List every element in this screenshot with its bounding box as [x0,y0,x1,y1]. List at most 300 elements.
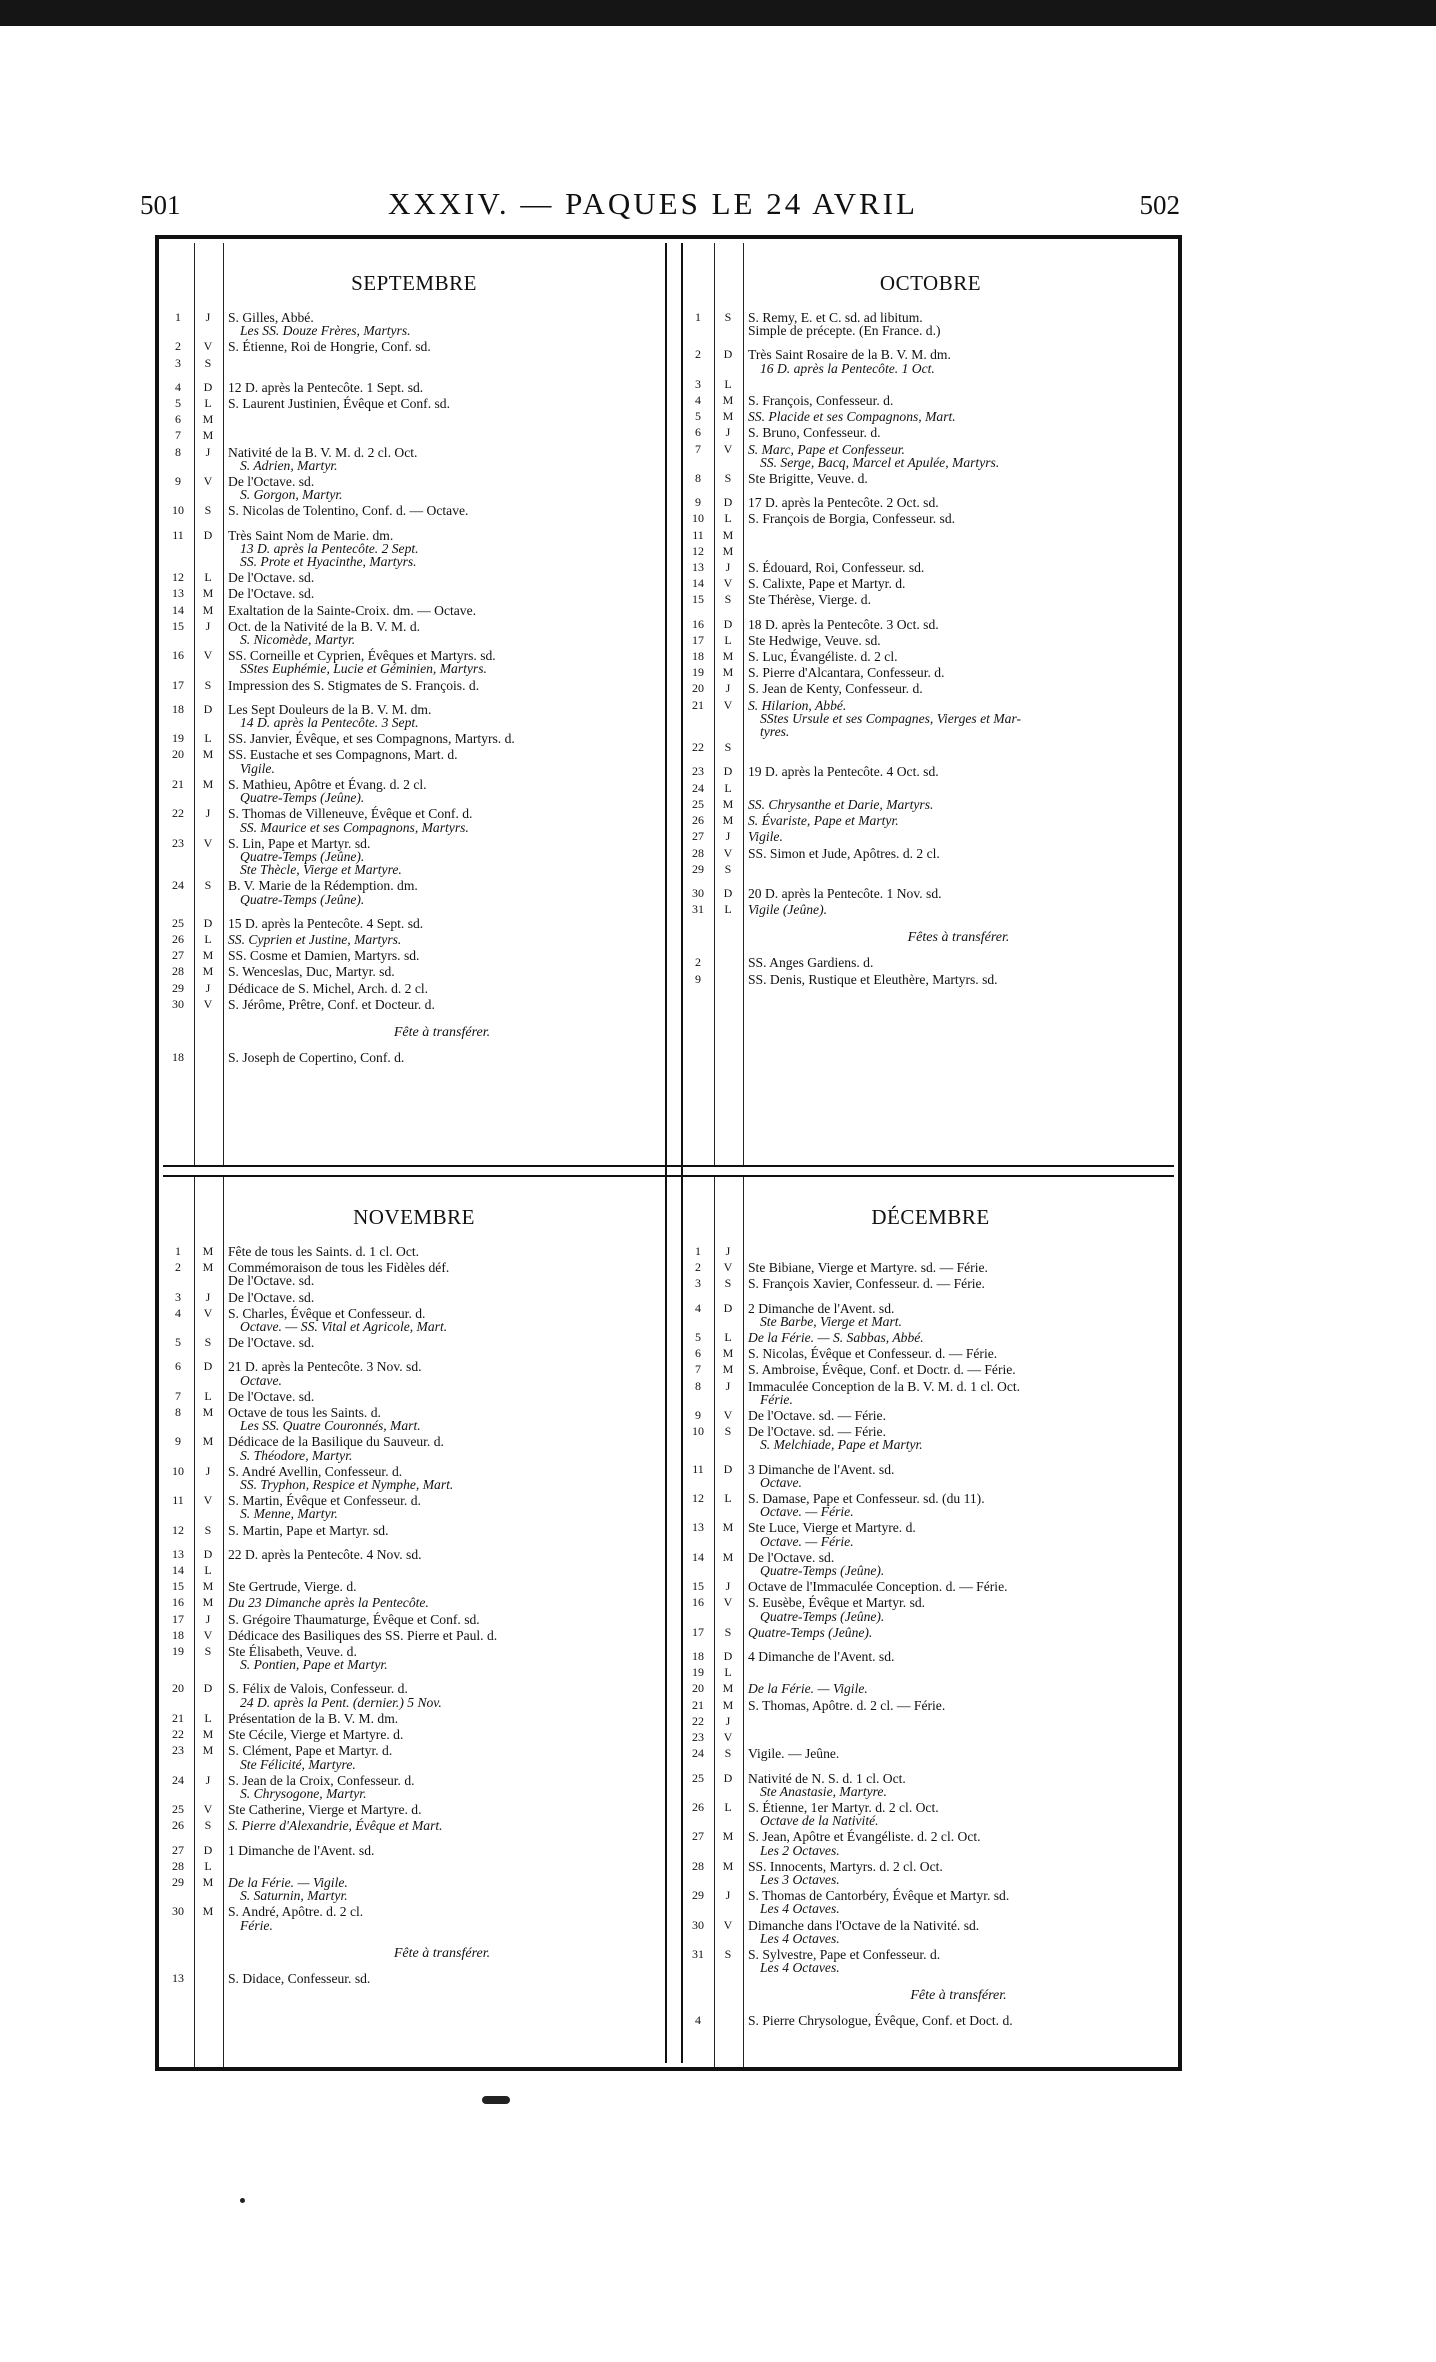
commemoration-line: Quatre-Temps (Jeûne). [240,891,365,907]
weekday-letter: D [723,495,733,510]
feast-line: 4 Dimanche de l'Avent. sd. [748,1649,895,1665]
day-row [163,949,665,962]
commemoration-line: 13 D. après la Pentecôte. 2 Sept. [240,540,419,556]
feast-text [741,1380,1178,1406]
weekday-letter: D [203,1681,213,1696]
feast-text [741,394,1178,407]
day-row [163,807,665,833]
transferred-feast-row [683,2014,1178,2027]
day-row [163,1905,665,1931]
weekday-letter: L [204,1388,212,1403]
feast-text: S. Pierre Chrysologue, Évêque, Conf. et Doct. d. [748,2013,1013,2029]
feast-line [748,741,1178,754]
day-row [683,847,1178,860]
day-number: 27 [172,1842,184,1857]
feast-text [741,1830,1178,1856]
day-row [683,311,1178,337]
day-row [683,1747,1178,1760]
day-row [683,682,1178,695]
weekday-letter: M [202,747,214,762]
day-row [163,429,665,442]
feast-text: S. Joseph de Copertino, Conf. d. [228,1049,405,1065]
day-row [683,1331,1178,1344]
feast-line: Immaculée Conception de la B. V. M. d. 1 cl. Oct. [748,1378,1021,1394]
feast-line: Ste Luce, Vierge et Martyre. d. [748,1520,916,1536]
day-row [163,1819,665,1832]
feast-text [221,504,665,517]
weekday-letter: S [724,310,732,324]
day-row [163,1307,665,1333]
day-row [683,496,1178,509]
feast-line: De l'Octave. sd. [228,1289,315,1305]
feast-text [221,703,665,729]
commemoration-line: Octave. — Férie. [760,1533,854,1549]
weekday-letter: M [722,1520,734,1535]
feast-line: De l'Octave. sd. [228,1273,315,1289]
feast-line: Très Saint Rosaire de la B. V. M. dm. [748,347,951,363]
feast-text [221,1596,665,1609]
feast-text [221,1494,665,1520]
feast-text [221,1390,665,1403]
commemoration-line: SStes Euphémie, Lucie et Géminien, Martyrs. [240,661,487,677]
feast-text [221,748,665,774]
feast-text [741,1860,1178,1886]
feast-text [741,1363,1178,1376]
day-row [683,798,1178,811]
month-heading: OCTOBRE [879,271,982,295]
day-number: 3 [695,1276,701,1291]
weekday-letter: S [204,1818,212,1833]
weekday-letter: M [722,1697,734,1712]
day-number: 8 [695,471,701,486]
day-number: 13 [172,1546,184,1561]
day-row [163,837,665,877]
day-row [683,1521,1178,1547]
feast-line: Les Sept Douleurs de la B. V. M. dm. [228,701,432,717]
day-number: 27 [692,829,704,844]
day-row [163,571,665,584]
weekday-letter: J [205,618,211,633]
day-number: 22 [172,806,184,821]
feast-line: S. Thomas, Apôtre. d. 2 cl. — Férie. [748,1697,946,1713]
page-header [0,186,1436,226]
day-row [163,1876,665,1902]
feast-text [741,410,1178,423]
commemoration-line: S. Nicomède, Martyr. [240,632,356,648]
day-row [163,620,665,646]
feast-text [741,682,1178,695]
weekday-letter: L [724,376,732,391]
feast-line [228,429,665,442]
feast-line [228,1860,665,1873]
weekday-letter: D [203,701,213,716]
calendar-frame [155,235,1182,2071]
feast-line: Quatre-Temps (Jeûne). [748,1624,873,1640]
day-row [683,1302,1178,1328]
day-row [683,443,1178,469]
day-row [683,561,1178,574]
feast-line: S. Nicolas, Évêque et Confesseur. d. — Férie. [748,1346,998,1362]
feast-text [221,340,665,353]
weekday-letter: M [722,1829,734,1844]
feast-text [221,917,665,930]
commemoration-line: Quatre-Temps (Jeûne). [240,848,365,864]
feast-text [741,1245,1178,1258]
day-number: 17 [172,1611,184,1626]
month-panel-octobre [683,243,1178,1165]
feast-line: S. François Xavier, Confesseur. d. — Férie. [748,1276,985,1292]
day-number: 12 [172,1522,184,1537]
feast-text [221,620,665,646]
day-row [163,1803,665,1816]
weekday-letter: M [202,428,214,443]
feast-text [221,1876,665,1902]
day-number: 18 [692,1649,704,1664]
feast-text [221,679,665,692]
feast-text: SS. Denis, Rustique et Eleuthère, Martyrs. sd. [748,971,998,987]
transfer-heading: Fête à transférer. [393,1024,491,1040]
day-number: 22 [172,1727,184,1742]
feast-text [741,798,1178,811]
day-row [683,699,1178,739]
weekday-letter: M [202,1244,214,1258]
feast-line: 21 D. après la Pentecôte. 3 Nov. sd. [228,1359,422,1375]
day-number: 16 [692,616,704,631]
day-number: 23 [172,835,184,850]
feast-text [741,1699,1178,1712]
day-row [683,1261,1178,1274]
commemoration-line: S. Gorgon, Martyr. [240,487,343,503]
feast-line: S. Pierre d'Alexandrie, Évêque et Mart. [228,1818,443,1834]
feast-text [221,778,665,804]
feast-line: De la Férie. — Vigile. [748,1681,868,1697]
feast-text [741,699,1178,739]
day-number: 1 [175,310,181,324]
weekday-letter: S [724,1276,732,1291]
day-row [683,1626,1178,1639]
month-heading: NOVEMBRE [353,1205,475,1229]
feast-line: Ste Cécile, Vierge et Martyre. d. [228,1727,404,1743]
feast-line: S. Jean de la Croix, Confesseur. d. [228,1772,415,1788]
day-number: 12 [692,543,704,558]
weekday-letter: L [724,1491,732,1506]
day-number: 25 [692,796,704,811]
feast-line [748,1715,1178,1728]
weekday-letter: V [723,1730,733,1745]
feast-line: S. Nicolas de Tolentino, Conf. d. — Octave. [228,503,469,519]
feast-text [221,998,665,1011]
feast-text [741,863,1178,876]
feast-line: 12 D. après la Pentecôte. 1 Sept. sd. [228,379,424,395]
commemoration-line: Octave. — Férie. [760,1504,854,1520]
day-row [683,1682,1178,1695]
day-number: 29 [172,980,184,995]
day-number: 21 [172,776,184,791]
day-row [683,1860,1178,1886]
day-row [683,814,1178,827]
day-number: 4 [175,1305,181,1320]
weekday-letter: M [722,1681,734,1696]
feast-text [221,413,665,426]
feast-line: De l'Octave. sd. — Férie. [748,1424,886,1440]
feast-line: S. Laurent Justinien, Évêque et Conf. sd. [228,396,450,412]
day-number: 18 [172,1049,184,1064]
day-row [163,748,665,774]
weekday-letter: S [724,592,732,607]
day-row [163,1360,665,1386]
day-number: 26 [692,1799,704,1814]
weekday-letter: V [203,474,213,489]
feast-text [741,1302,1178,1328]
day-number: 24 [692,780,704,795]
day-number: 5 [695,409,701,424]
feast-line: 22 D. après la Pentecôte. 4 Nov. sd. [228,1546,422,1562]
day-row [683,741,1178,754]
feast-line: S. Calixte, Pape et Martyr. d. [748,576,906,592]
day-number: 28 [172,964,184,979]
feast-line: Fête de tous les Saints. d. 1 cl. Oct. [228,1244,420,1259]
feast-line: S. Pierre d'Alcantara, Confesseur. d. [748,665,945,681]
feast-text [221,529,665,569]
transfer-heading: Fête à transférer. [910,1988,1007,2004]
day-number: 17 [172,677,184,692]
weekday-letter: S [724,1424,732,1439]
day-row [163,1645,665,1671]
day-row [683,1380,1178,1406]
feast-text [741,426,1178,439]
feast-text [741,1596,1178,1622]
vertical-divider [665,243,683,2063]
day-number: 13 [172,586,184,601]
day-number: 3 [695,376,701,391]
weekday-letter: L [204,731,212,746]
weekday-letter: S [204,878,212,893]
feast-line: De la Férie. — Vigile. [228,1874,348,1890]
day-number: 21 [172,1710,184,1725]
weekday-letter: L [204,1710,212,1725]
day-number: 24 [172,1772,184,1787]
feast-line: SS. Chrysanthe et Darie, Martyrs. [748,796,934,812]
day-row [683,1347,1178,1360]
commemoration-line: SS. Prote et Hyacinthe, Martyrs. [240,554,417,570]
weekday-letter: J [725,829,731,844]
day-row [683,426,1178,439]
day-list [683,311,1178,989]
day-row [163,1860,665,1873]
commemoration-line: Quatre-Temps (Jeûne). [760,1563,885,1579]
weekday-letter: V [723,1917,733,1932]
day-list [683,1245,1178,2031]
weekday-letter: S [204,503,212,518]
commemoration-line: Ste Thècle, Vierge et Martyre. [240,862,402,878]
day-number: 18 [692,649,704,664]
weekday-letter: V [723,1595,733,1610]
day-list [163,1245,665,1988]
feast-text [221,1261,665,1287]
commemoration-line: SS. Maurice et ses Compagnons, Martyrs. [240,819,469,835]
day-row [163,879,665,905]
feast-text [741,1747,1178,1760]
feast-text [741,545,1178,558]
weekday-letter: J [725,1244,731,1258]
weekday-letter: J [205,1289,211,1304]
feast-line: Dimanche dans l'Octave de la Nativité. sd. [748,1917,980,1933]
weekday-letter: D [203,1359,213,1374]
day-number: 9 [175,1434,181,1449]
feast-line: Ste Hedwige, Veuve. sd. [748,632,881,648]
day-row [683,394,1178,407]
feast-line: S. Hilarion, Abbé. [748,697,847,713]
day-number: 22 [692,1713,704,1728]
day-row [163,1390,665,1403]
feast-line: Vigile. — Jeûne. [748,1746,840,1762]
weekday-letter: J [205,444,211,459]
weekday-letter: M [202,1434,214,1449]
commemoration-line: Ste Anastasie, Martyre. [760,1783,887,1799]
day-number: 26 [172,931,184,946]
feast-text [741,1666,1178,1679]
feast-text [221,933,665,946]
day-number: 6 [695,1346,701,1361]
day-row [163,965,665,978]
day-number: 6 [175,412,181,427]
day-number: 20 [172,747,184,762]
day-number: 8 [695,1378,701,1393]
day-number: 10 [172,1463,184,1478]
day-row [163,1245,665,1258]
day-row [683,1731,1178,1744]
day-row [163,504,665,517]
weekday-letter: M [722,813,734,828]
page-title: XXXIV. — PAQUES LE 24 AVRIL [388,186,918,221]
day-number: 30 [692,885,704,900]
day-number: 9 [175,474,181,489]
feast-text [221,1406,665,1432]
day-number: 12 [172,570,184,585]
day-number: 3 [175,1289,181,1304]
feast-line: SS. Innocents, Martyrs. d. 2 cl. Oct. [748,1858,943,1874]
weekday-letter: V [203,1305,213,1320]
commemoration-line: Les 4 Octaves. [760,1960,840,1976]
day-row [683,765,1178,778]
commemoration-line: Octave de la Nativité. [760,1813,879,1829]
feast-line: S. Mathieu, Apôtre et Évang. d. 2 cl. [228,776,427,792]
commemoration-line: Les 4 Octaves. [760,1901,840,1917]
day-row [163,1548,665,1561]
day-row [683,1363,1178,1376]
feast-text [741,1463,1178,1489]
feast-line: S. Martin, Pape et Martyr. sd. [228,1522,389,1538]
day-row [163,917,665,930]
feast-line: 15 D. après la Pentecôte. 4 Sept. sd. [228,915,424,931]
commemoration-line: S. Théodore, Martyr. [240,1447,353,1463]
feast-line: SS. Simon et Jude, Apôtres. d. 2 cl. [748,845,940,861]
day-row [683,1919,1178,1945]
day-row [683,1650,1178,1663]
commemoration-line: Férie. [760,1391,793,1407]
feast-line: Vigile. [748,829,783,845]
transferred-feast-row [683,973,1178,986]
feast-text [221,1744,665,1770]
commemoration-line: Quatre-Temps (Jeûne). [760,1608,885,1624]
day-number: 2 [175,1260,181,1275]
day-row [683,1889,1178,1915]
weekday-letter: S [204,1644,212,1659]
feast-line: S. Étienne, Roi de Hongrie, Conf. sd. [228,339,431,355]
weekday-letter: D [203,915,213,930]
day-row [683,1277,1178,1290]
weekday-letter: D [723,347,733,362]
weekday-letter: M [202,1595,214,1610]
weekday-letter: D [723,1649,733,1664]
feast-text [741,782,1178,795]
day-number: 30 [692,1917,704,1932]
feast-line: SS. Cyprien et Justine, Martyrs. [228,931,402,947]
day-row [683,863,1178,876]
feast-line: De l'Octave. sd. [228,570,315,586]
day-row [683,1699,1178,1712]
weekday-letter: S [204,1522,212,1537]
day-number: 29 [172,1874,184,1889]
feast-line: S. Remy, E. et C. sd. ad libitum. [748,310,923,325]
feast-text [221,311,665,337]
day-number: 11 [692,527,704,542]
weekday-letter: M [722,1549,734,1564]
weekday-letter: V [203,339,213,354]
day-number: 18 [172,701,184,716]
day-number: 17 [692,1624,704,1639]
day-row [683,650,1178,663]
feast-text [741,814,1178,827]
day-row [683,1715,1178,1728]
feast-text [221,604,665,617]
weekday-letter: J [725,1579,731,1594]
weekday-letter: M [722,665,734,680]
feast-line [748,529,1178,542]
feast-text [221,587,665,600]
feast-text [741,847,1178,860]
feast-line: Simple de précepte. (En France. d.) [748,323,941,339]
weekday-letter: M [722,1346,734,1361]
feast-text [741,1331,1178,1344]
day-row [163,1728,665,1741]
feast-line [748,1666,1178,1679]
day-number: 11 [692,1461,704,1476]
day-row [163,1336,665,1349]
weekday-letter: J [205,310,211,324]
month-heading: SEPTEMBRE [351,271,477,295]
day-row [683,782,1178,795]
feast-line: S. André, Apôtre. d. 2 cl. [228,1904,364,1920]
weekday-letter: V [723,845,733,860]
feast-line [748,863,1178,876]
feast-text [221,732,665,745]
feast-text [741,765,1178,778]
commemoration-line: SS. Serge, Bacq, Marcel et Apulée, Martyrs. [760,454,1000,470]
day-number: 26 [172,1818,184,1833]
feast-text [741,1492,1178,1518]
feast-line: De l'Octave. sd. [228,1388,315,1404]
feast-line: S. Ambroise, Évêque, Conf. et Doctr. d. — Férie. [748,1362,1016,1378]
weekday-letter: J [725,681,731,696]
feast-text [741,1731,1178,1744]
feast-line [748,545,1178,558]
weekday-letter: S [724,861,732,876]
commemoration-line: 16 D. après la Pentecôte. 1 Oct. [760,360,935,376]
feast-text [741,1772,1178,1798]
day-row [163,475,665,501]
day-row [683,593,1178,606]
